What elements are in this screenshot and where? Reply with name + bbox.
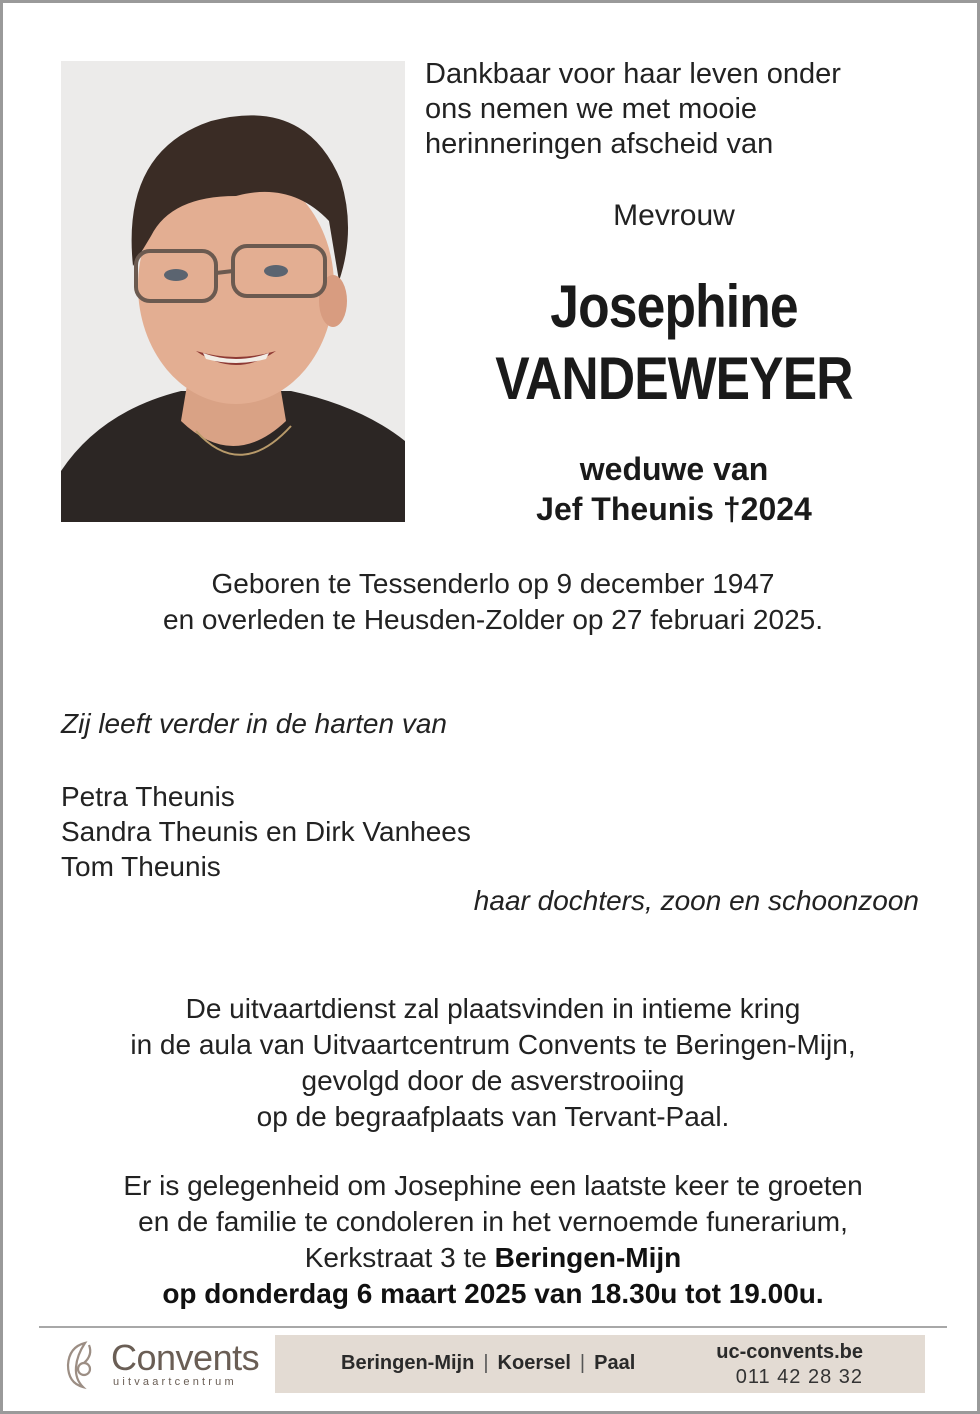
- website-link[interactable]: uc-convents.be: [716, 1341, 863, 1363]
- visitation-info: [3, 1168, 980, 1312]
- convents-logo-icon: [63, 1339, 99, 1391]
- widow-line-1: weduwe van: [579, 451, 769, 487]
- birth-death-info: [3, 566, 980, 638]
- service-info: [3, 991, 980, 1135]
- location: Beringen-Mijn: [341, 1352, 475, 1374]
- location: Paal: [594, 1352, 636, 1374]
- lives-on-text: Zij leeft verder in de harten van: [61, 708, 447, 739]
- footer-divider: [39, 1326, 947, 1328]
- visit-date: [3, 1276, 980, 1312]
- location: Koersel: [497, 1352, 571, 1374]
- widow-of: [423, 449, 925, 529]
- location-list: [341, 1352, 635, 1375]
- last-name: VANDEWEYER: [495, 345, 853, 412]
- service-line: De uitvaartdienst zal plaatsvinden in intieme kring: [185, 993, 801, 1024]
- first-name: Josephine: [550, 273, 798, 340]
- service-line: gevolgd door de asverstrooiing: [301, 1065, 685, 1096]
- logo-subtitle: uitvaartcentrum: [113, 1376, 237, 1388]
- portrait-photo: [61, 61, 405, 522]
- phone-number: 011 42 28 32: [735, 1366, 863, 1388]
- visit-line: en de familie te condoleren in het vernoemde funerarium,: [138, 1206, 848, 1237]
- visit-line: [3, 1240, 980, 1276]
- visit-date-text: op donderdag 6 maart 2025 van 18.30u tot 19.00u.: [162, 1278, 824, 1309]
- honorific: Mevrouw: [613, 199, 735, 232]
- intro-line: ons nemen we met mooie: [425, 93, 758, 125]
- family-member: Petra Theunis: [61, 781, 235, 812]
- contact-info: [716, 1340, 863, 1390]
- intro-line: Dankbaar voor haar leven onder: [425, 58, 841, 90]
- widow-line-2: Jef Theunis †2024: [536, 491, 812, 527]
- logo-name: Convents: [111, 1337, 260, 1378]
- service-line: op de begraafplaats van Tervant-Paal.: [256, 1101, 730, 1132]
- died-line: en overleden te Heusden-Zolder op 27 februari 2025.: [163, 604, 823, 635]
- portrait-image: [61, 61, 405, 522]
- funeral-home-logo: [61, 1335, 271, 1395]
- family-member: Sandra Theunis en Dirk Vanhees: [61, 816, 471, 847]
- family-list: [61, 779, 471, 884]
- deceased-name: [458, 271, 890, 415]
- address-town: Beringen-Mijn: [494, 1242, 682, 1273]
- location-separator: |: [483, 1352, 489, 1374]
- born-line: Geboren te Tessenderlo op 9 december 1947: [211, 568, 775, 599]
- footer-band: [275, 1335, 925, 1393]
- family-relation: haar dochters, zoon en schoonzoon: [473, 885, 919, 916]
- location-separator: |: [579, 1352, 586, 1374]
- intro-text: [425, 57, 945, 162]
- visit-line: Er is gelegenheid om Josephine een laatste keer te groeten: [123, 1170, 863, 1201]
- family-member: Tom Theunis: [61, 851, 221, 882]
- address: Kerkstraat 3 te: [304, 1242, 495, 1273]
- intro-line: herinneringen afscheid van: [425, 128, 774, 160]
- service-line: in de aula van Uitvaartcentrum Convents te Beringen-Mijn,: [130, 1029, 856, 1060]
